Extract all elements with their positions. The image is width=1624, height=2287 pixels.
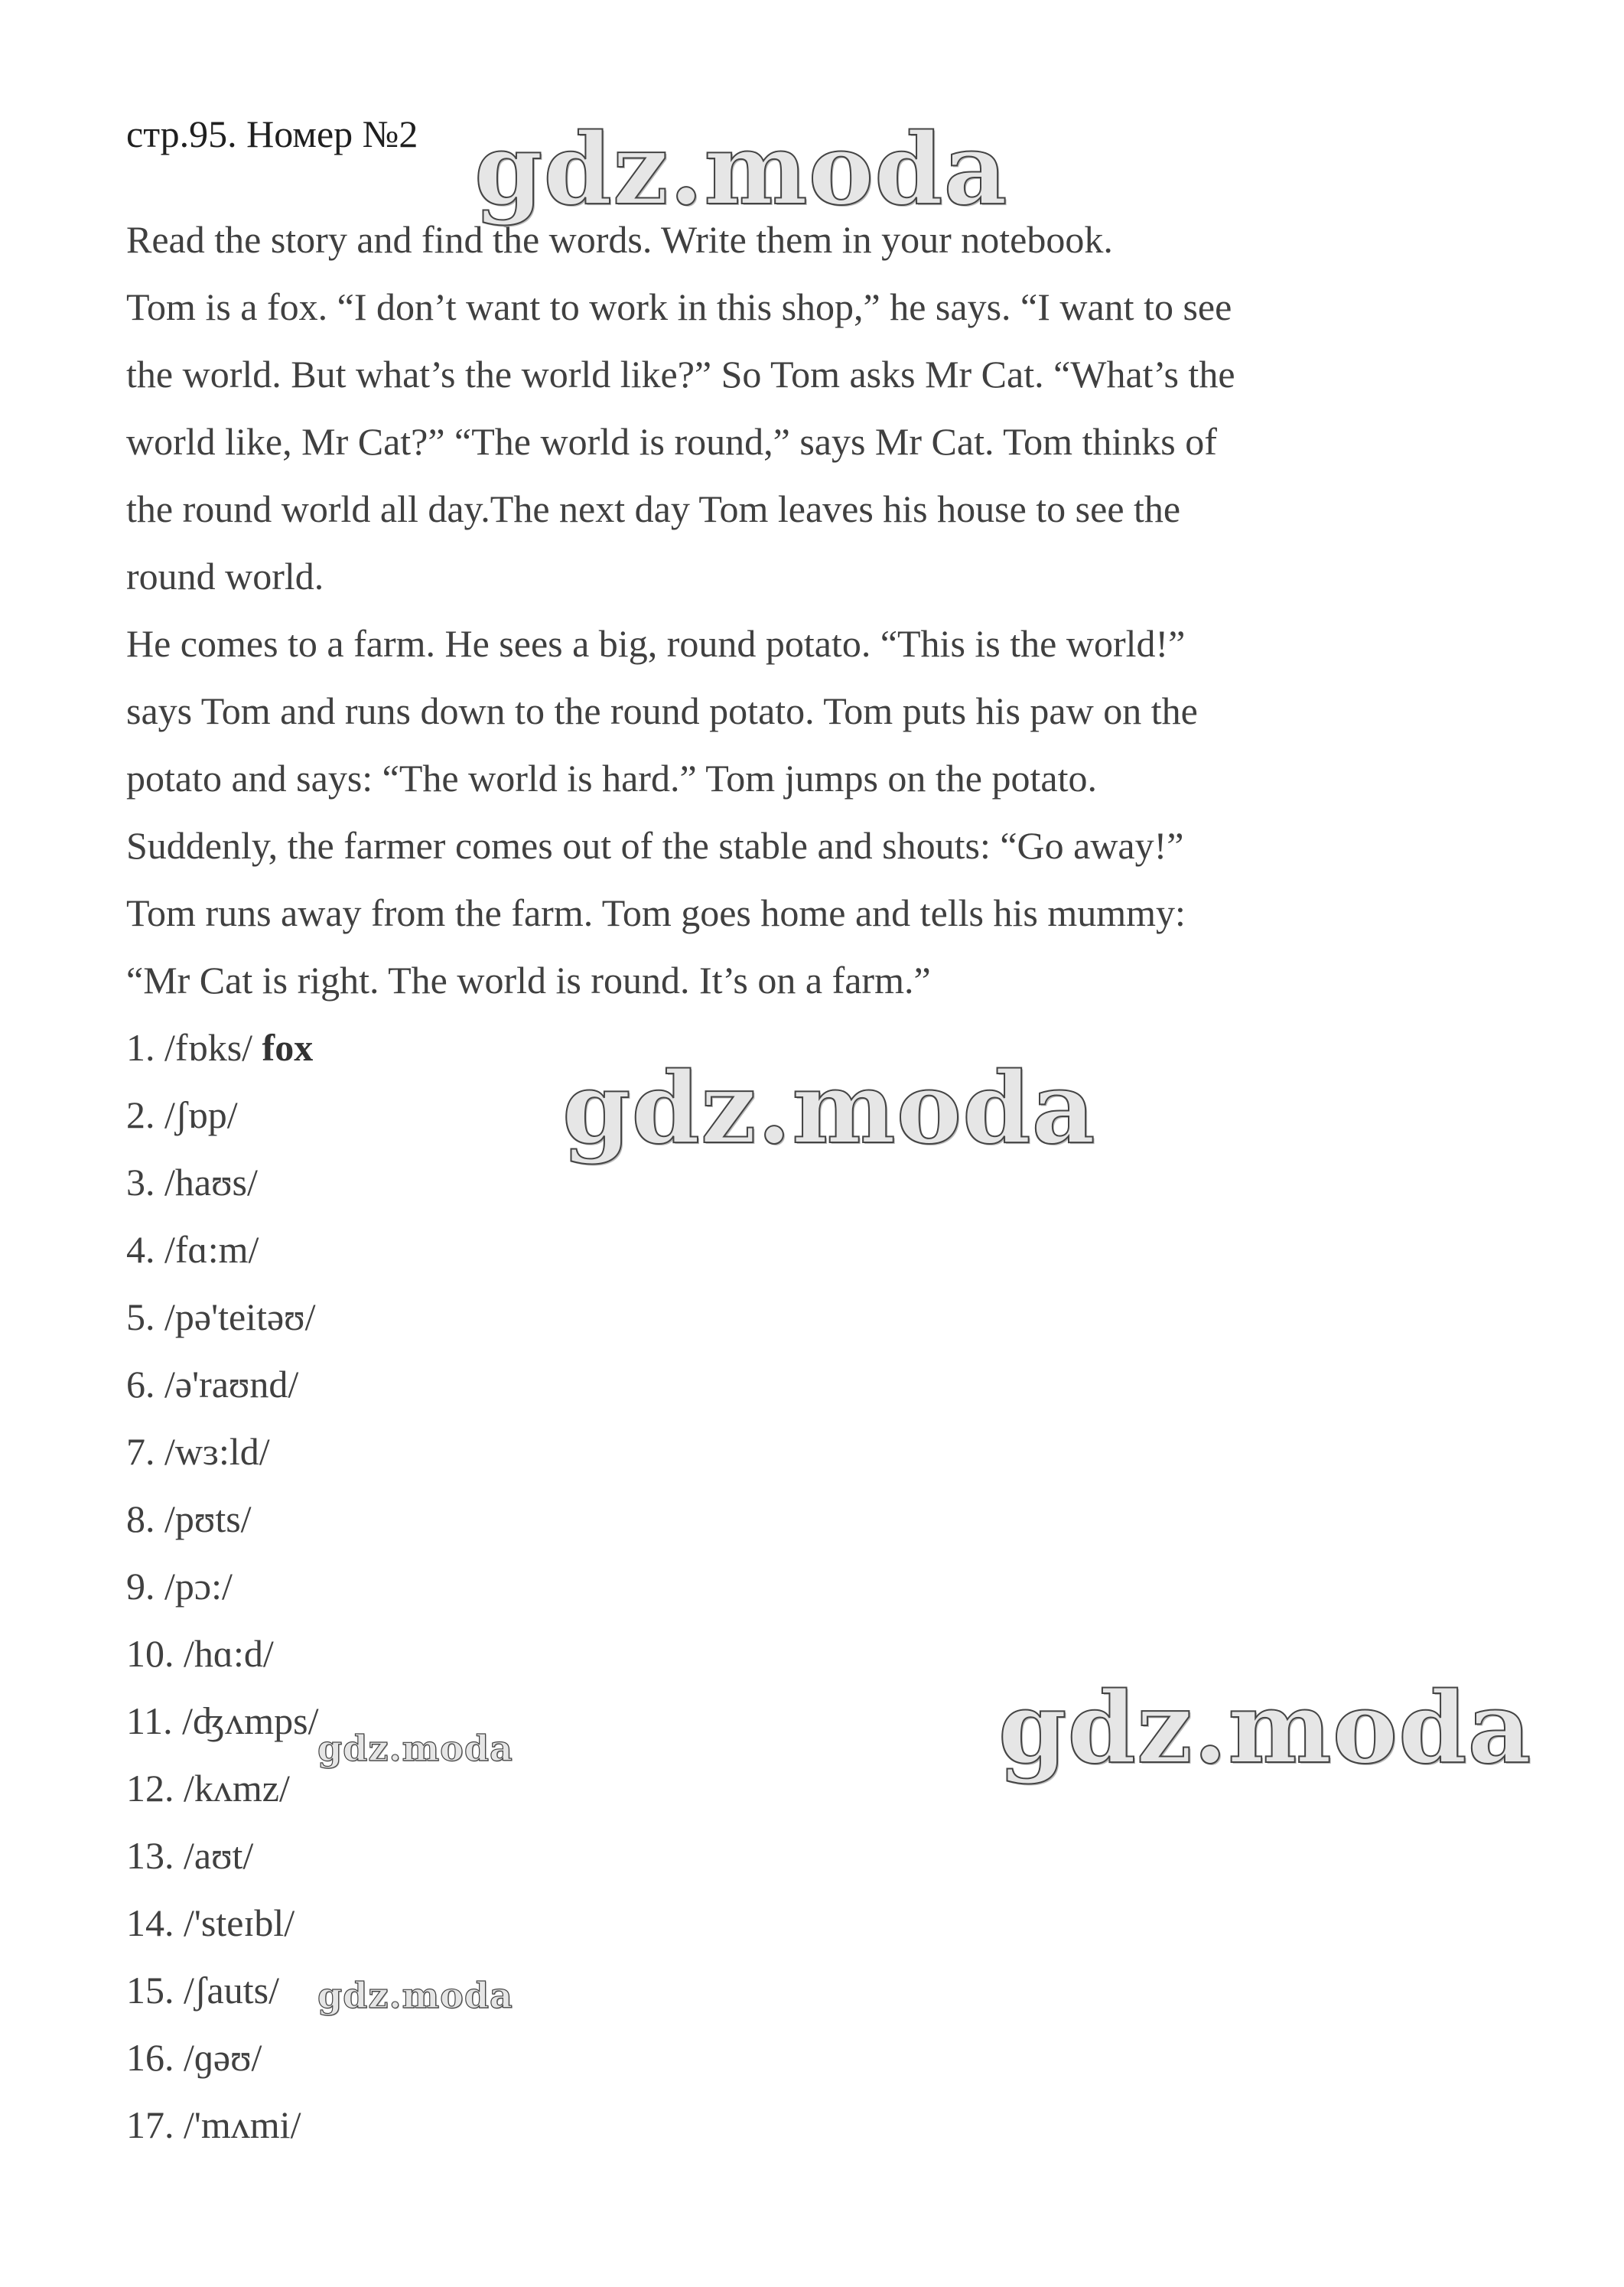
- item-transcription: 1. /fɒks/: [126, 1026, 253, 1069]
- watermark-logo: gdz.moda: [998, 1671, 1532, 1786]
- list-item: 3. /haʊs/: [126, 1161, 258, 1204]
- list-item: 5. /pə'teitəʊ/: [126, 1295, 316, 1338]
- story-line: potato and says: “The world is hard.” Tom jumps on the potato.: [126, 757, 1097, 800]
- list-item: 14. /'steɪbl/: [126, 1901, 295, 1944]
- list-item: 8. /pʊts/: [126, 1497, 252, 1540]
- list-item: 16. /ɡəʊ/: [126, 2036, 262, 2079]
- list-item: 7. /wɜ:ld/: [126, 1430, 270, 1473]
- list-item: 17. /'mʌmi/: [126, 2103, 301, 2146]
- story-line: says Tom and runs down to the round potato. Tom puts his paw on the: [126, 689, 1198, 732]
- story-line: world like, Mr Cat?” “The world is round,” says Mr Cat. Tom thinks of: [126, 420, 1217, 463]
- story-line: Suddenly, the farmer comes out of the stable and shouts: “Go away!”: [126, 824, 1184, 867]
- list-item: 12. /kʌmz/: [126, 1767, 290, 1810]
- list-item: 6. /ə'raʊnd/: [126, 1363, 299, 1406]
- watermark-logo: gdz.moda: [317, 1728, 513, 1769]
- story-line: “Mr Cat is right. The world is round. It’s on a farm.”: [126, 959, 931, 1002]
- story-line: the world. But what’s the world like?” So Tom asks Mr Cat. “What’s the: [126, 353, 1235, 396]
- list-item: [126, 1025, 313, 1070]
- watermark-logo: gdz.moda: [474, 112, 1008, 227]
- item-answer: fox: [262, 1026, 314, 1069]
- list-item: 9. /pɔ:/: [126, 1565, 233, 1608]
- story-line: round world.: [126, 555, 324, 598]
- list-item: 15. /ʃauts/: [126, 1969, 279, 2012]
- watermark-logo: gdz.moda: [562, 1051, 1096, 1166]
- story-line: Tom is a fox. “I don’t want to work in this shop,” he says. “I want to see: [126, 285, 1232, 328]
- list-item: 4. /fɑ:m/: [126, 1228, 259, 1271]
- story-line: the round world all day.The next day Tom leaves his house to see the: [126, 487, 1181, 530]
- list-item: 11. /ʤʌmps/: [126, 1699, 319, 1742]
- watermark-logo: gdz.moda: [317, 1975, 513, 2016]
- instruction-text: Read the story and find the words. Write them in your notebook.: [126, 218, 1113, 261]
- list-item: 10. /hɑ:d/: [126, 1632, 274, 1675]
- story-line: He comes to a farm. He sees a big, round potato. “This is the world!”: [126, 622, 1186, 665]
- list-item: 13. /aʊt/: [126, 1834, 254, 1877]
- page-heading: стр.95. Номер №2: [126, 112, 418, 155]
- list-item: 2. /ʃɒp/: [126, 1093, 238, 1136]
- story-line: Tom runs away from the farm. Tom goes home and tells his mummy:: [126, 891, 1186, 934]
